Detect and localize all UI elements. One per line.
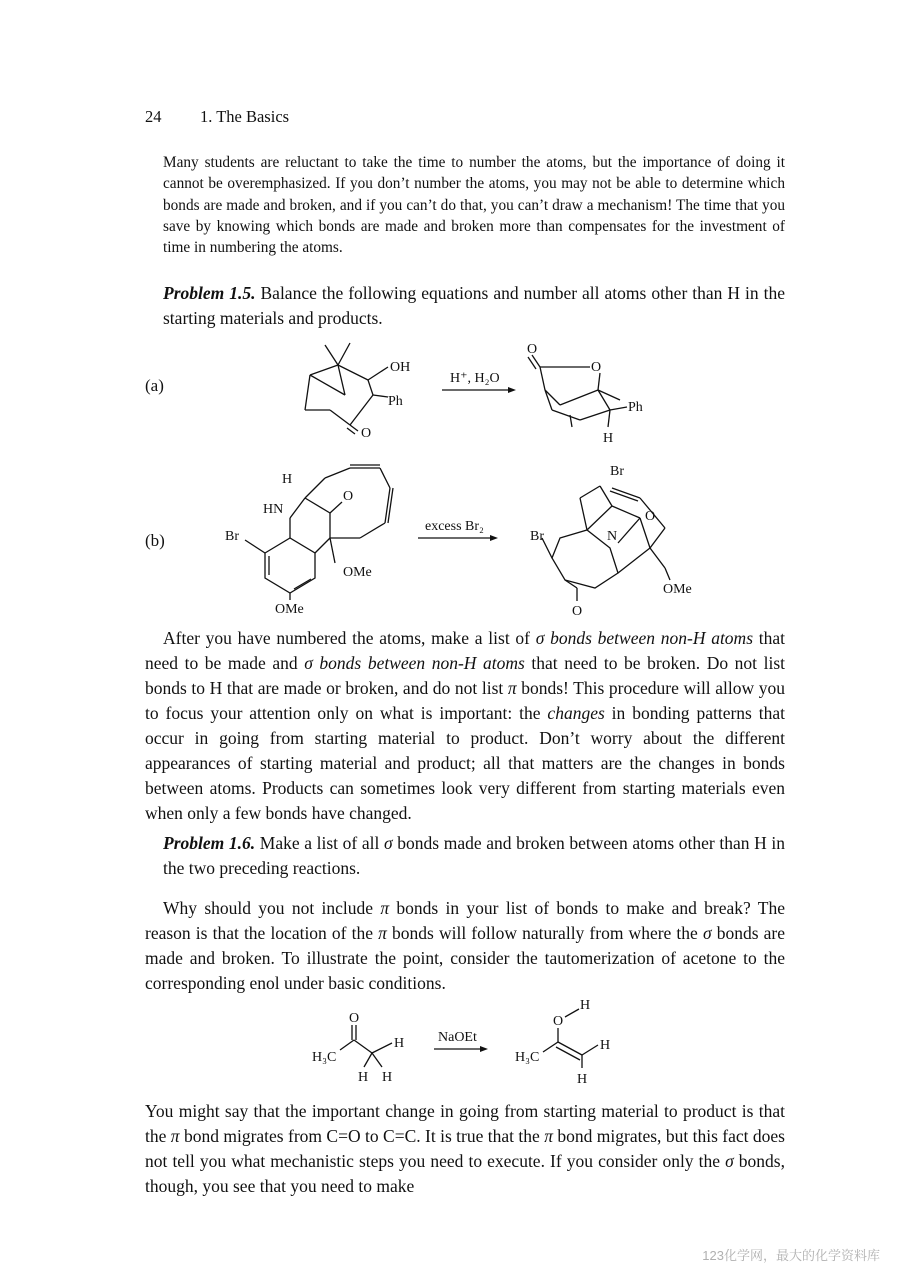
atom-h-b: H <box>282 472 293 487</box>
atom-ome-b1: OMe <box>343 565 372 580</box>
scheme-b <box>140 458 720 623</box>
atom-hn: HN <box>263 502 284 517</box>
atom-o-b2: O <box>645 509 656 524</box>
emphasis: π <box>544 1126 553 1146</box>
atom-ome-b3: OMe <box>663 582 692 597</box>
text-run: that need to be made and <box>145 628 785 673</box>
problem-label: Problem 1.6. <box>163 833 256 853</box>
atom-ph-2: Ph <box>628 400 643 415</box>
atom-h-top: H <box>580 998 591 1013</box>
atom-o-top: O <box>527 342 538 357</box>
emphasis: π <box>380 898 390 918</box>
problem-label: Problem 1.5. <box>163 283 256 303</box>
emphasis: changes <box>547 703 605 723</box>
emphasis: π <box>378 923 387 943</box>
text-run: bonds, though, you see that you need to make <box>145 1151 785 1196</box>
chapter-title: 1. The Basics <box>200 107 290 126</box>
emphasis: σ <box>725 1151 734 1171</box>
text-run: bond migrates, but this fact does not tell you what mechanistic steps you need to execute. If you consider only the <box>145 1126 785 1171</box>
atom-br-b2: Br <box>610 464 624 479</box>
text-run: that need to be broken. Do not list bonds to H that are made or broken, and do not list <box>145 653 785 698</box>
text-run: bonds are made and broken. To illustrate the point, consider the tautomerization of acetone to the corresponding enol under basic conditions. <box>145 923 785 993</box>
text-run: After you have numbered the atoms, make a list of <box>163 628 536 648</box>
atom-o: O <box>361 426 372 441</box>
problem-1-6 <box>163 831 785 881</box>
page-number: 24 <box>145 107 162 126</box>
atom-o-b1: O <box>343 489 354 504</box>
scheme-b-label: (b) <box>145 531 165 550</box>
scheme-c <box>300 995 640 1090</box>
emphasis: σ <box>702 923 712 943</box>
text-run: bonds in your list of bonds to make and break? The reason is that the location of the <box>145 898 785 943</box>
emphasis: σ <box>384 833 393 853</box>
atom-h-c1: H <box>394 1036 405 1051</box>
atom-ome-b2: OMe <box>275 602 304 617</box>
after-paragraph <box>145 626 785 826</box>
atom-h-c5: H <box>577 1072 588 1087</box>
emphasis: σ bonds between non-H atoms <box>535 628 753 648</box>
atom-o-c1: O <box>349 1011 360 1026</box>
atom-h-c3: H <box>382 1070 393 1085</box>
atom-oh: OH <box>390 360 411 375</box>
text-run: Why should you not include <box>163 898 381 918</box>
emphasis: π <box>507 678 517 698</box>
atom-br-b1: Br <box>225 529 239 544</box>
atom-br-b3: Br <box>530 529 544 544</box>
atom-ph: Ph <box>388 394 403 409</box>
last-paragraph <box>145 1099 785 1199</box>
atom-o-b3: O <box>572 604 583 619</box>
atom-h3c-c2: H₃C <box>515 1050 540 1065</box>
emphasis: σ bonds between non-H atoms <box>304 653 525 673</box>
text-run: in bonding patterns that occur in going from starting material to product. Don’t worry about the different appearances of starting material and product; all that matters are the changes in bonds between atoms. Products can sometimes look very different from starting materials even when only a few bonds have changed. <box>145 703 785 823</box>
text-run: bond migrates from C=O to C=C. It is true that the <box>179 1126 545 1146</box>
running-header <box>145 107 289 127</box>
text-run: bonds! This procedure will allow you to focus your attention only on what is important: the <box>145 678 785 723</box>
emphasis: π <box>170 1126 180 1146</box>
why-paragraph <box>145 896 785 996</box>
atom-h: H <box>603 431 614 446</box>
atom-h-c4: H <box>600 1038 611 1053</box>
atom-o-ring: O <box>591 360 602 375</box>
watermark: 123化学网，最大的化学资料库 <box>702 1248 880 1263</box>
reagent-b: excess Br₂ <box>425 519 484 534</box>
atom-h-c2: H <box>358 1070 369 1085</box>
intro-paragraph: Many students are reluctant to take the time to number the atoms, but the importance of doing it cannot be overemphasized. If you don’t number the atoms, you may not be able to determine which bonds are made and broken, and if you can’t do that, you can’t draw a mechanism! The time that you save by knowing which bonds are made and broken more than compensates for the investment of time in numbering the atoms. <box>163 154 785 257</box>
text-run: Make a list of all <box>259 833 385 853</box>
atom-o-c2: O <box>553 1014 564 1029</box>
atom-n: N <box>607 529 618 544</box>
scheme-a <box>140 335 700 455</box>
text-run: bonds will follow naturally from where the <box>386 923 703 943</box>
text-run: You might say that the important change in going from starting material to product is that the <box>145 1101 785 1146</box>
problem-text: Balance the following equations and number all atoms other than H in the starting materials and products. <box>163 283 786 328</box>
problem-1-5 <box>163 281 785 331</box>
reagent-a: H⁺, H₂O <box>450 371 500 386</box>
text-run: bonds made and broken between atoms other than H in the two preceding reactions. <box>163 833 785 878</box>
atom-h3c-c1: H₃C <box>312 1050 337 1065</box>
reagent-c: NaOEt <box>438 1030 477 1045</box>
scheme-a-label: (a) <box>145 376 164 395</box>
